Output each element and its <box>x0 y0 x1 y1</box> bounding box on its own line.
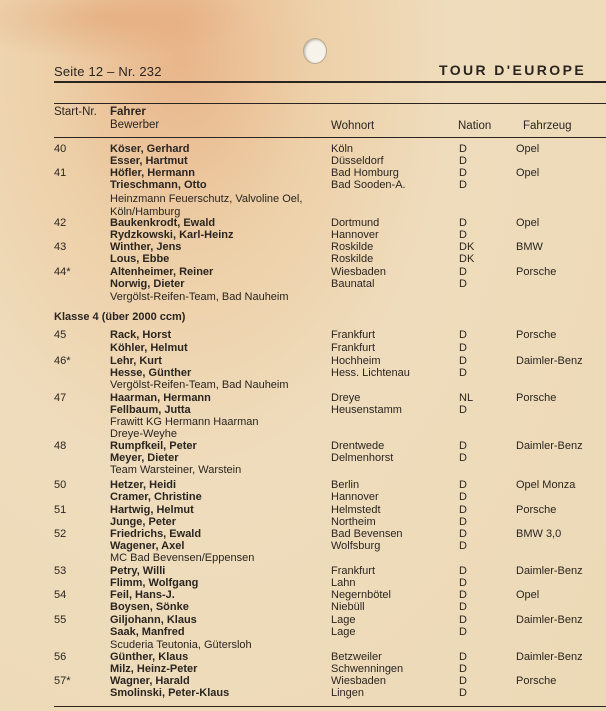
driver-name: Cramer, Christine <box>110 491 202 503</box>
nation-code: D <box>459 452 467 464</box>
vehicle: Daimler-Benz <box>516 565 583 577</box>
residence: Wiesbaden <box>331 675 387 687</box>
col-nation: Nation <box>458 120 492 132</box>
sponsor-team: Scuderia Teutonia, Gütersloh <box>110 639 252 651</box>
nation-code: D <box>459 528 467 540</box>
vehicle: Porsche <box>516 329 557 341</box>
vehicle: Daimler-Benz <box>516 651 583 663</box>
vehicle: Opel <box>516 589 540 601</box>
vehicle: Daimler-Benz <box>516 614 583 626</box>
residence: Frankfurt <box>331 565 376 577</box>
driver-name: Rumpfkeil, Peter <box>110 440 197 452</box>
start-number: 47 <box>54 392 67 404</box>
nation-code: D <box>459 229 467 241</box>
nation-code: D <box>459 367 467 379</box>
nation-code: D <box>459 614 467 626</box>
residence: Dreye <box>331 392 361 404</box>
start-number: 51 <box>54 504 67 516</box>
nation-code: D <box>459 143 467 155</box>
start-number: 52 <box>54 528 67 540</box>
vehicle: Porsche <box>516 266 557 278</box>
driver-name: Flimm, Wolfgang <box>110 577 199 589</box>
start-number: 43 <box>54 241 67 253</box>
residence: Bad Bevensen <box>331 528 403 540</box>
sponsor-team: Heinzmann Feuerschutz, Valvoline Oel, <box>110 193 303 205</box>
nation-code: D <box>459 479 467 491</box>
col-fahrer: Fahrer <box>110 106 146 118</box>
nation-code: D <box>459 601 467 613</box>
start-number: 50 <box>54 479 67 491</box>
start-number: 42 <box>54 217 67 229</box>
vehicle: Daimler-Benz <box>516 440 583 452</box>
vehicle: Porsche <box>516 392 557 404</box>
nation-code: D <box>459 540 467 552</box>
nation-code: D <box>459 179 467 191</box>
driver-name: Rydzkowski, Karl-Heinz <box>110 229 234 241</box>
vehicle: Opel Monza <box>516 479 576 491</box>
nation-code: D <box>459 675 467 687</box>
sponsor-team: Köln/Hamburg <box>110 206 181 218</box>
col-fahrzeug: Fahrzeug <box>523 120 572 132</box>
driver-name: Baukenkrodt, Ewald <box>110 217 216 229</box>
residence: Drentwede <box>331 440 385 452</box>
sponsor-team: MC Bad Bevensen/Eppensen <box>110 552 255 564</box>
start-number: 45 <box>54 329 67 341</box>
driver-name: Wagener, Axel <box>110 540 185 552</box>
vehicle: Porsche <box>516 504 557 516</box>
driver-name: Lous, Ebbe <box>110 253 170 265</box>
driver-name: Wagner, Harald <box>110 675 190 687</box>
sponsor-team: Frawitt KG Hermann Haarman <box>110 416 259 428</box>
driver-name: Saak, Manfred <box>110 626 185 638</box>
residence: Lahn <box>331 577 356 589</box>
driver-name: Friedrichs, Ewald <box>110 528 202 540</box>
residence: Dortmund <box>331 217 380 229</box>
driver-name: Milz, Heinz-Peter <box>110 663 198 675</box>
vehicle: Opel <box>516 167 540 179</box>
nation-code: D <box>459 491 467 503</box>
start-number: 56 <box>54 651 67 663</box>
nation-code: D <box>459 329 467 341</box>
residence: Delmenhorst <box>331 452 394 464</box>
driver-name: Höfler, Hermann <box>110 167 195 179</box>
driver-name: Köser, Gerhard <box>110 143 190 155</box>
residence: Niebüll <box>331 601 365 613</box>
driver-name: Rack, Horst <box>110 329 172 341</box>
col-bewerber: Bewerber <box>110 119 160 131</box>
nation-code: D <box>459 278 467 290</box>
driver-name: Altenheimer, Reiner <box>110 266 214 278</box>
sponsor-team: Dreye-Weyhe <box>110 428 178 440</box>
sponsor-team: Team Warsteiner, Warstein <box>110 464 242 476</box>
nation-code: D <box>459 266 467 278</box>
residence: Hannover <box>331 229 379 241</box>
driver-name: Smolinski, Peter-Klaus <box>110 687 230 699</box>
document-title: TOUR D'EUROPE <box>439 62 587 78</box>
driver-name: Boysen, Sönke <box>110 601 189 613</box>
residence: Düsseldorf <box>331 155 384 167</box>
driver-name: Winther, Jens <box>110 241 182 253</box>
start-number: 54 <box>54 589 67 601</box>
driver-name: Hesse, Günther <box>110 367 192 379</box>
residence: Frankfurt <box>331 342 376 354</box>
vehicle: BMW <box>516 241 543 253</box>
nation-code: D <box>459 440 467 452</box>
residence: Lage <box>331 626 356 638</box>
driver-name: Lehr, Kurt <box>110 355 162 367</box>
nation-code: D <box>459 663 467 675</box>
driver-name: Hartwig, Helmut <box>110 504 194 516</box>
residence: Lage <box>331 614 356 626</box>
nation-code: D <box>459 342 467 354</box>
driver-name: Haarman, Hermann <box>110 392 211 404</box>
driver-name: Esser, Hartmut <box>110 155 188 167</box>
residence: Lingen <box>331 687 365 699</box>
nation-code: DK <box>459 241 475 253</box>
residence: Frankfurt <box>331 329 376 341</box>
driver-name: Meyer, Dieter <box>110 452 179 464</box>
driver-name: Petry, Willi <box>110 565 166 577</box>
start-number: 48 <box>54 440 67 452</box>
nation-code: D <box>459 217 467 229</box>
residence: Negernbötel <box>331 589 391 601</box>
nation-code: D <box>459 155 467 167</box>
vehicle: Opel <box>516 143 540 155</box>
residence: Roskilde <box>331 241 374 253</box>
residence: Hochheim <box>331 355 381 367</box>
residence: Heusenstamm <box>331 404 402 416</box>
page-number: Seite 12 – Nr. 232 <box>54 64 162 79</box>
nation-code: D <box>459 565 467 577</box>
start-number: 55 <box>54 614 67 626</box>
residence: Baunatal <box>331 278 375 290</box>
start-number: 53 <box>54 565 67 577</box>
driver-name: Feil, Hans-J. <box>110 589 175 601</box>
residence: Wolfsburg <box>331 540 381 552</box>
driver-name: Trieschmann, Otto <box>110 179 207 191</box>
driver-name: Fellbaum, Jutta <box>110 404 191 416</box>
class-section-heading: Klasse 4 (über 2000 ccm) <box>54 311 186 323</box>
residence: Berlin <box>331 479 360 491</box>
col-wohnort: Wohnort <box>331 120 375 132</box>
residence: Roskilde <box>331 253 374 265</box>
residence: Hannover <box>331 491 379 503</box>
nation-code: D <box>459 355 467 367</box>
residence: Hess. Lichtenau <box>331 367 410 379</box>
nation-code: D <box>459 626 467 638</box>
nation-code: D <box>459 577 467 589</box>
residence: Betzweiler <box>331 651 382 663</box>
start-number: 57* <box>54 675 71 687</box>
nation-code: D <box>459 504 467 516</box>
start-number: 41 <box>54 167 67 179</box>
driver-name: Junge, Peter <box>110 516 177 528</box>
nation-code: D <box>459 404 467 416</box>
start-number: 40 <box>54 143 67 155</box>
nation-code: DK <box>459 253 475 265</box>
nation-code: D <box>459 651 467 663</box>
vehicle: Daimler-Benz <box>516 355 583 367</box>
nation-code: NL <box>459 392 474 404</box>
vehicle: BMW 3,0 <box>516 528 562 540</box>
residence: Köln <box>331 143 354 155</box>
driver-name: Köhler, Helmut <box>110 342 188 354</box>
col-start-nr: Start-Nr. <box>54 106 97 118</box>
driver-name: Hetzer, Heidi <box>110 479 177 491</box>
start-number: 44* <box>54 266 71 278</box>
nation-code: D <box>459 516 467 528</box>
driver-name: Norwig, Dieter <box>110 278 185 290</box>
residence: Bad Sooden-A. <box>331 179 406 191</box>
residence: Schwenningen <box>331 663 404 675</box>
vehicle: Opel <box>516 217 540 229</box>
driver-name: Giljohann, Klaus <box>110 614 197 626</box>
nation-code: D <box>459 589 467 601</box>
start-number: 46* <box>54 355 71 367</box>
residence: Northeim <box>331 516 376 528</box>
residence: Wiesbaden <box>331 266 387 278</box>
driver-name: Günther, Klaus <box>110 651 189 663</box>
sponsor-team: Vergölst-Reifen-Team, Bad Nauheim <box>110 379 289 391</box>
nation-code: D <box>459 687 467 699</box>
nation-code: D <box>459 167 467 179</box>
sponsor-team: Vergölst-Reifen-Team, Bad Nauheim <box>110 291 289 303</box>
residence: Helmstedt <box>331 504 381 516</box>
vehicle: Porsche <box>516 675 557 687</box>
residence: Bad Homburg <box>331 167 399 179</box>
